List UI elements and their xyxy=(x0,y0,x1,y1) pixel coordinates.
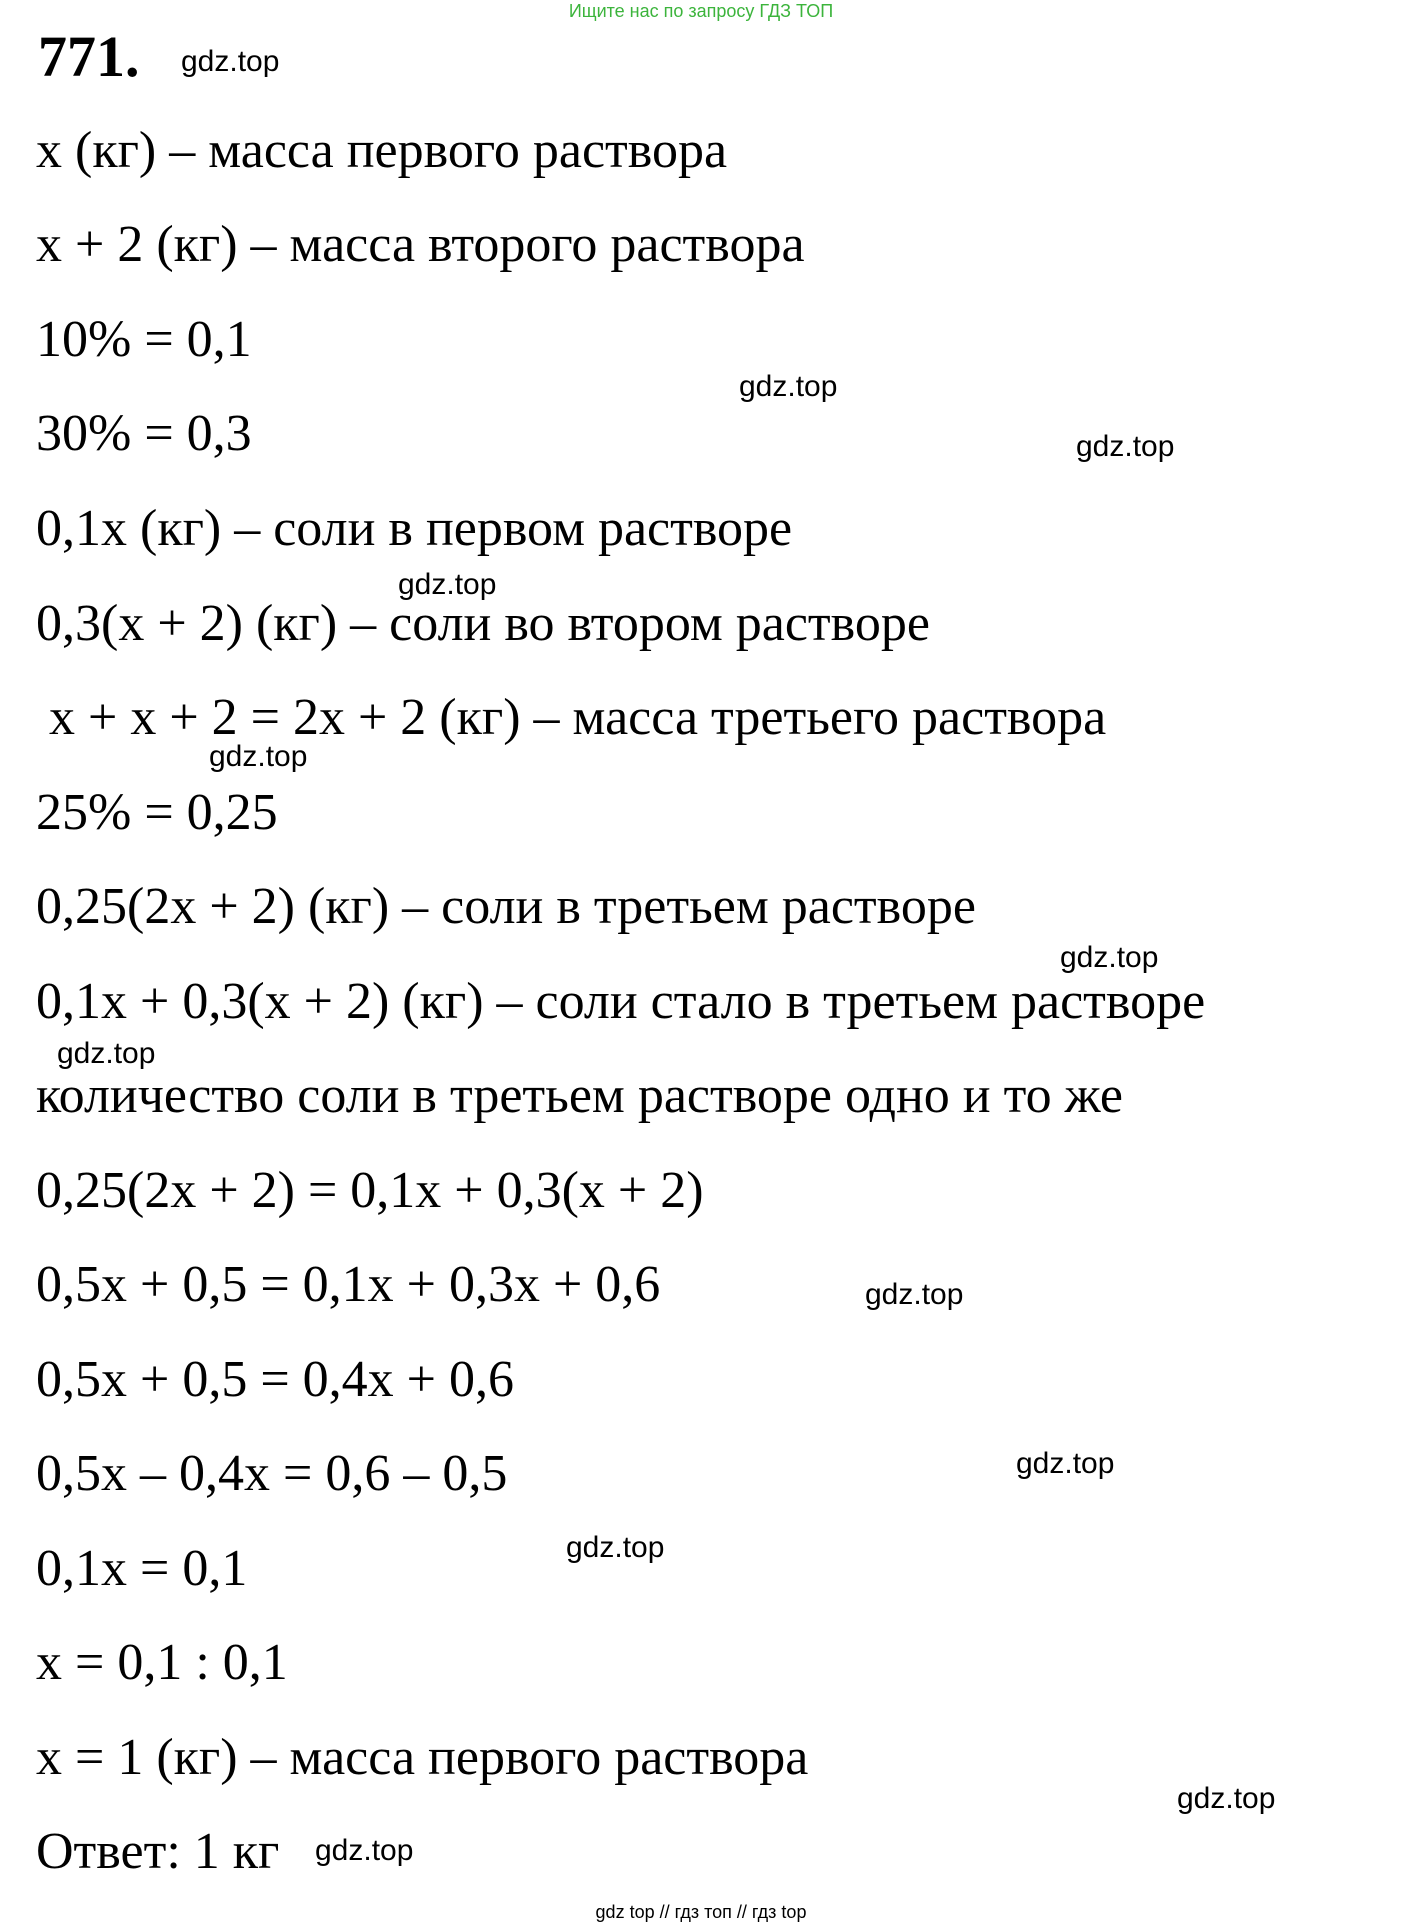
watermark: gdz.top xyxy=(1177,1782,1276,1815)
solution-line-5: 0,1x (кг) – соли в первом растворе xyxy=(36,500,793,557)
equation-line-5: 0,1x = 0,1 xyxy=(36,1540,248,1597)
equation-line-2: 0,5x + 0,5 = 0,1x + 0,3x + 0,6 xyxy=(36,1256,661,1313)
solution-line-11: количество соли в третьем растворе одно и то же xyxy=(36,1067,1123,1124)
solution-line-3: 10% = 0,1 xyxy=(36,311,252,368)
solution-line-1: x (кг) – масса первого раствора xyxy=(36,122,728,179)
problem-number: 771. xyxy=(38,24,140,89)
equation-line-6: x = 0,1 : 0,1 xyxy=(36,1634,288,1691)
equation-line-4: 0,5x – 0,4x = 0,6 – 0,5 xyxy=(36,1445,508,1502)
watermark: gdz.top xyxy=(315,1834,414,1867)
watermark: gdz.top xyxy=(739,370,838,403)
watermark: gdz.top xyxy=(209,740,308,773)
watermark: gdz.top xyxy=(865,1278,964,1311)
footer-watermark: gdz top // гдз топ // гдз top xyxy=(595,1902,807,1922)
solution-line-7: x + x + 2 = 2x + 2 (кг) – масса третьего раствора xyxy=(36,689,1107,746)
solution-line-8: 25% = 0,25 xyxy=(36,784,278,841)
search-banner: Ищите нас по запросу ГДЗ ТОП xyxy=(568,1,834,21)
watermark: gdz.top xyxy=(1060,941,1159,974)
watermark: gdz.top xyxy=(566,1531,665,1564)
solution-line-2: x + 2 (кг) – масса второго раствора xyxy=(36,216,805,273)
solution-line-6: 0,3(x + 2) (кг) – соли во втором растворе xyxy=(36,595,930,652)
solution-line-4: 30% = 0,3 xyxy=(36,405,252,462)
watermark: gdz.top xyxy=(181,45,280,78)
watermark: gdz.top xyxy=(1016,1447,1115,1480)
answer-line: Ответ: 1 кг xyxy=(36,1823,280,1880)
watermark: gdz.top xyxy=(57,1037,156,1070)
solution-line-10: 0,1x + 0,3(x + 2) (кг) – соли стало в третьем растворе xyxy=(36,973,1206,1030)
equation-line-1: 0,25(2x + 2) = 0,1x + 0,3(x + 2) xyxy=(36,1162,704,1219)
watermark: gdz.top xyxy=(398,568,497,601)
result-line: x = 1 (кг) – масса первого раствора xyxy=(36,1729,809,1786)
solution-line-9: 0,25(2x + 2) (кг) – соли в третьем растворе xyxy=(36,878,976,935)
watermark: gdz.top xyxy=(1076,430,1175,463)
equation-line-3: 0,5x + 0,5 = 0,4x + 0,6 xyxy=(36,1351,514,1408)
